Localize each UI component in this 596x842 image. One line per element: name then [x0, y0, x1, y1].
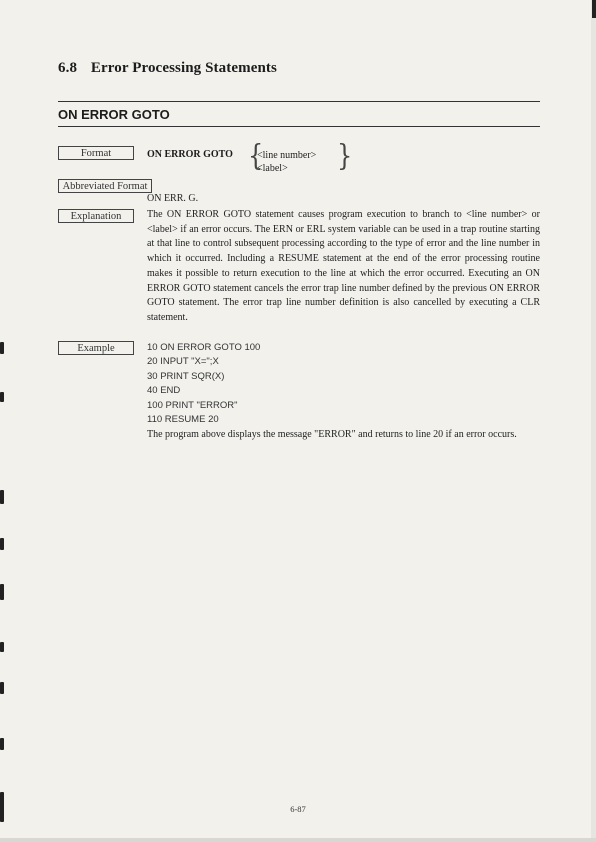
statement-title: ON ERROR GOTO: [58, 107, 170, 122]
code-line: 110 RESUME 20: [147, 414, 219, 426]
section-title: Error Processing Statements: [90, 60, 277, 76]
abbreviated-format-label: Abbreviated Format: [58, 179, 152, 193]
binding-marks: [0, 342, 5, 842]
section-number: 6.8: [58, 60, 78, 76]
code-line: 100 PRINT "ERROR": [147, 399, 238, 411]
format-keyword: ON ERROR GOTO: [147, 149, 233, 160]
example-code: [147, 341, 260, 427]
format-choice-line-number: <line number>: [257, 150, 317, 161]
code-line: 30 PRINT SQR(X): [147, 370, 225, 382]
right-brace-icon: }: [337, 139, 353, 173]
statement-bottom-rule: [58, 126, 540, 127]
code-line: 10 ON ERROR GOTO 100: [147, 342, 261, 353]
page-edge-bottom: [0, 838, 596, 842]
format-label: Format: [58, 146, 134, 160]
code-line: 20 INPUT "X=";X: [147, 356, 219, 368]
explanation-label: Explanation: [58, 209, 134, 223]
left-brace-icon: {: [248, 139, 264, 173]
explanation-text: The ON ERROR GOTO statement causes program execution to branch to <line number> or <label> if an error occurs. The ERN or ERL system variable can be used in a trap routine starting at that line to control subsequent processing according to the type of error and the line number in which it occurred. Including a RESUME statement at the end of the error processing routine makes it possible to return execution to the line at which the error occurred. Executing an ON ERROR GOTO statement cancels the error trap line number defined by the previous ON ERROR GOTO statement. The error trap line number definition is also cancelled by executing a CLR statement.: [147, 209, 540, 323]
example-description: The program above displays the message "ERROR" and returns to line 20 if an error occurs.: [147, 429, 517, 440]
example-label: Example: [58, 341, 134, 355]
format-choice-label: <label>: [257, 163, 288, 174]
abbreviated-format-text: ON ERR. G.: [147, 193, 199, 204]
format-choices: [257, 149, 316, 175]
page-number: 6-87: [290, 804, 306, 814]
page-edge-right: [591, 0, 596, 842]
statement-top-rule: [58, 101, 540, 102]
code-line: 40 END: [147, 385, 181, 397]
page-edge-mark: [592, 0, 596, 18]
section-heading: [58, 60, 277, 77]
